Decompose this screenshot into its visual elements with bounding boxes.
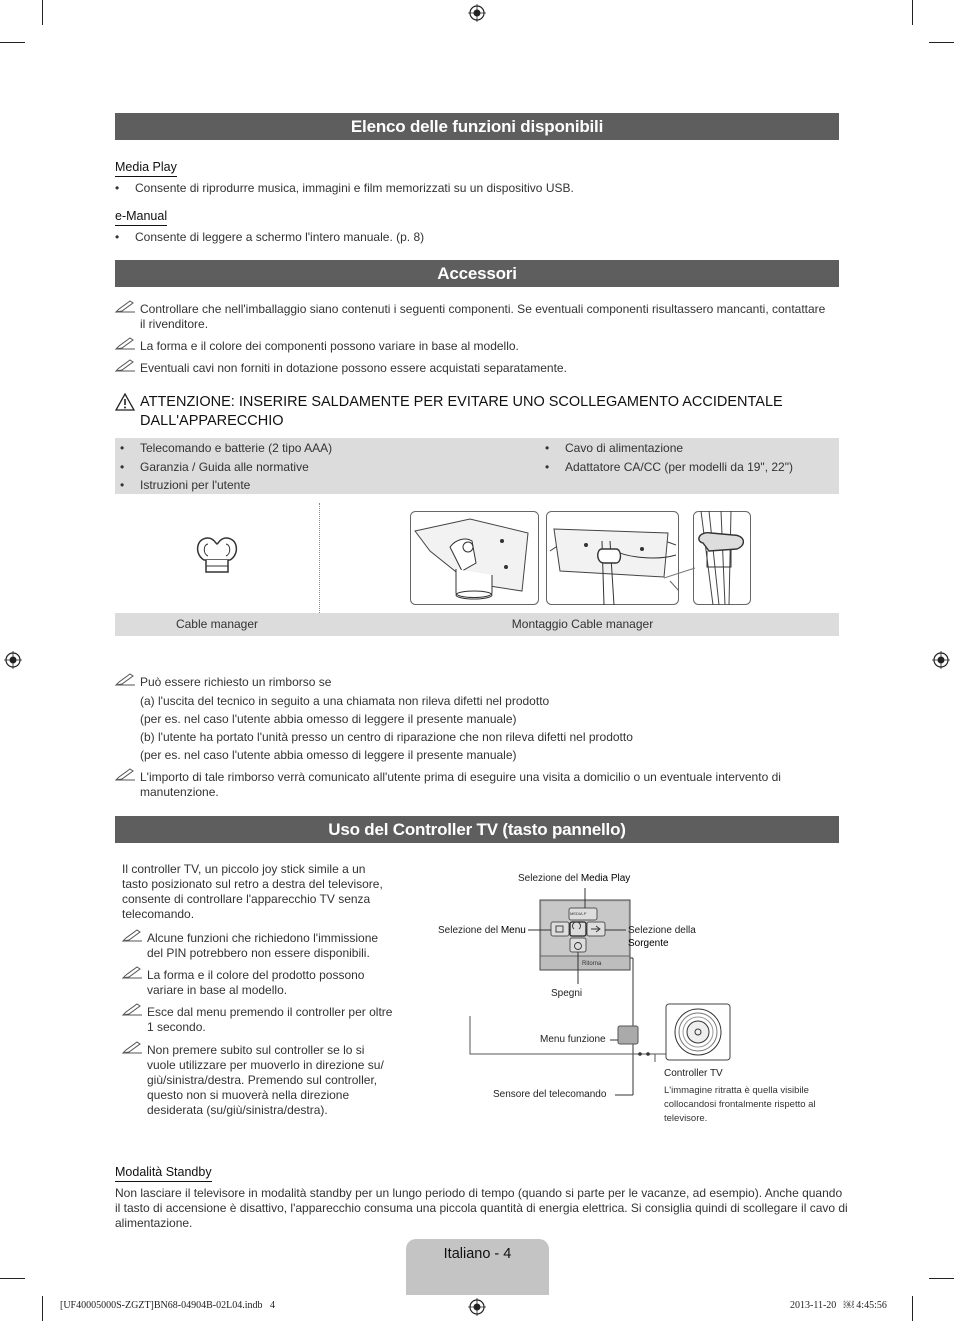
note-pencil-icon bbox=[122, 1003, 144, 1017]
refund-note: L'importo di tale rimborso verrà comunicato all'utente prima di eseguire una visita a domicilio o un eventuale intervento di bbox=[140, 770, 781, 784]
label-menu bbox=[438, 924, 526, 937]
section-title-controller: Uso del Controller TV (tasto pannello) bbox=[115, 816, 839, 843]
refund-line: (per es. nel caso l'utente abbia omesso di leggere il presente manuale) bbox=[140, 748, 517, 762]
label-prefix: Selezione del bbox=[438, 925, 501, 936]
accessory-item: Telecomando e batterie (2 tipo AAA) bbox=[140, 441, 333, 455]
label-prefix: Selezione del bbox=[518, 873, 581, 884]
note-pencil-icon bbox=[115, 359, 137, 373]
label-media-p: MEDIA.P bbox=[570, 911, 587, 916]
note-line: questo non si muoverà nella direzione bbox=[147, 1088, 350, 1102]
mount-caption: Montaggio Cable manager bbox=[511, 617, 654, 631]
label-media-play bbox=[518, 872, 630, 885]
refund-line: (b) l'utente ha portato l'unità presso un centro di riparazione che non rileva difetti nel prodotto bbox=[140, 730, 633, 744]
divider bbox=[319, 503, 320, 613]
paragraph-line: alimentazione. bbox=[115, 1216, 193, 1230]
note-line: La forma e il colore del prodotto possono bbox=[147, 968, 365, 982]
crop-mark bbox=[929, 42, 954, 43]
label-source bbox=[628, 924, 696, 950]
accessory-item: Adattatore CA/CC (per modelli da 19", 22") bbox=[565, 460, 793, 474]
caption-line: televisore. bbox=[664, 1113, 708, 1124]
refund-intro: Può essere richiesto un rimborso se bbox=[140, 675, 332, 689]
registration-mark-icon bbox=[468, 4, 486, 22]
note-pencil-icon bbox=[122, 929, 144, 943]
emanual-heading: e-Manual bbox=[115, 209, 167, 226]
crop-mark bbox=[912, 1296, 913, 1321]
cable-manager-detail-image bbox=[693, 511, 751, 605]
cable-manager-mount-step1-image bbox=[410, 511, 539, 605]
intro-line: tasto posizionato sul retro a destra del televisore, bbox=[122, 877, 383, 891]
label-spegni: Spegni bbox=[551, 988, 583, 999]
intro-line: telecomando. bbox=[122, 907, 195, 921]
note-line: Alcune funzioni che richiedono l'immissione bbox=[147, 931, 379, 945]
note-pencil-icon bbox=[115, 673, 137, 687]
refund-line: (per es. nel caso l'utente abbia omesso di leggere il presente manuale) bbox=[140, 712, 517, 726]
section-title-features: Elenco delle funzioni disponibili bbox=[115, 113, 839, 140]
note-pencil-icon bbox=[115, 768, 137, 782]
note-line: 1 secondo. bbox=[147, 1020, 206, 1034]
note-pencil-icon bbox=[115, 337, 137, 351]
label-bold: Media Play bbox=[580, 873, 631, 884]
note-line: desiderata (su/giù/sinistra/destra). bbox=[147, 1103, 328, 1117]
note-text: Controllare che nell'imballaggio siano contenuti i seguenti componenti. Se eventuali componenti risultassero mancanti, contattare bbox=[140, 302, 826, 316]
refund-note: manutenzione. bbox=[140, 785, 219, 799]
label-controller-tv: Controller TV bbox=[664, 1068, 723, 1079]
note-line: del PIN potrebbero non essere disponibili. bbox=[147, 946, 370, 960]
caption-line: L'immagine ritratta è quella visibile bbox=[664, 1085, 809, 1096]
label-bold: Menu bbox=[500, 925, 526, 936]
accessory-item: Cavo di alimentazione bbox=[565, 441, 684, 455]
crop-mark bbox=[42, 1296, 43, 1321]
paragraph-line: il tasto di accensione è disattivo, l'apparecchio consuma una piccola quantità di energia elettrica. Si consiglia quindi di scollegare il cavo di bbox=[115, 1201, 848, 1215]
controller-note bbox=[147, 1005, 392, 1035]
crop-mark bbox=[0, 42, 25, 43]
label-menu-funzione: Menu funzione bbox=[540, 1034, 606, 1045]
crop-mark bbox=[0, 1278, 25, 1279]
warning-line: DALL'APPARECCHIO bbox=[140, 413, 284, 429]
note-text: il rivenditore. bbox=[140, 317, 209, 331]
warning-text bbox=[140, 393, 783, 431]
emanual-description: Consente di leggere a schermo l'intero manuale. (p. 8) bbox=[135, 230, 425, 244]
controller-intro bbox=[122, 862, 383, 922]
registration-mark-icon bbox=[468, 1298, 486, 1316]
controller-note bbox=[147, 968, 364, 998]
note-line: vuole utilizzare per muoverlo in direzione su/ bbox=[147, 1058, 384, 1072]
label-line: Selezione della bbox=[628, 925, 696, 936]
media-play-heading: Media Play bbox=[115, 160, 177, 177]
media-play-description: Consente di riprodurre musica, immagini e film memorizzati su un dispositivo USB. bbox=[135, 181, 574, 195]
diagram-caption bbox=[664, 1084, 816, 1126]
registration-mark-icon bbox=[4, 651, 22, 669]
callout-line bbox=[664, 567, 696, 579]
controller-note bbox=[147, 1043, 384, 1118]
page-number: Italiano - 4 bbox=[443, 1246, 512, 1262]
cable-manager-mount-step2-image bbox=[546, 511, 679, 605]
note-pencil-icon bbox=[122, 1041, 144, 1055]
standby-text bbox=[115, 1186, 848, 1231]
crop-mark bbox=[42, 0, 43, 25]
note-line: variare in base al modello. bbox=[147, 983, 288, 997]
cable-manager-icon bbox=[192, 530, 242, 582]
cable-manager-caption: Cable manager bbox=[175, 617, 259, 631]
note-line: giù/sinistra/destra. Premendo sul controller, bbox=[147, 1073, 378, 1087]
note-text: Eventuali cavi non forniti in dotazione possono essere acquistati separatamente. bbox=[140, 361, 567, 375]
label-sensore: Sensore del telecomando bbox=[493, 1089, 607, 1100]
accessory-item: Istruzioni per l'utente bbox=[140, 478, 251, 492]
print-timestamp: 2013-11-20 ￼ 4:45:56 bbox=[790, 1300, 887, 1311]
crop-mark bbox=[912, 0, 913, 25]
intro-line: consente di controllare l'apparecchio TV senza bbox=[122, 892, 371, 906]
section-title-accessories: Accessori bbox=[115, 260, 839, 287]
crop-mark bbox=[929, 1278, 954, 1279]
note-pencil-icon bbox=[115, 300, 137, 314]
note-line: Esce dal menu premendo il controller per oltre bbox=[147, 1005, 393, 1019]
note-text: La forma e il colore dei componenti possono variare in base al modello. bbox=[140, 339, 519, 353]
intro-line: Il controller TV, un piccolo joy stick simile a un bbox=[122, 862, 366, 876]
note-line: Non premere subito sul controller se lo si bbox=[147, 1043, 365, 1057]
file-info: [UF40005000S-ZGZT]BN68-04904B-02L04.indb 4 bbox=[60, 1300, 275, 1311]
note-pencil-icon bbox=[122, 966, 144, 980]
warning-triangle-icon bbox=[115, 393, 135, 411]
label-ritorna: Ritorna bbox=[582, 961, 602, 967]
label-bold: Sorgente bbox=[628, 938, 669, 949]
accessory-item: Garanzia / Guida alle normative bbox=[140, 460, 309, 474]
refund-line: (a) l'uscita del tecnico in seguito a una chiamata non rileva difetti nel prodotto bbox=[140, 694, 550, 708]
paragraph-line: Non lasciare il televisore in modalità standby per un lungo periodo di tempo (quando si parte per le vacanze, ad esempio). Anche quando bbox=[115, 1186, 843, 1200]
caption-line: collocandosi frontalmente rispetto al bbox=[664, 1099, 816, 1110]
controller-note bbox=[147, 931, 378, 961]
registration-mark-icon bbox=[932, 651, 950, 669]
standby-heading: Modalità Standby bbox=[115, 1165, 212, 1182]
warning-line: ATTENZIONE: INSERIRE SALDAMENTE PER EVITARE UNO SCOLLEGAMENTO ACCIDENTALE bbox=[140, 394, 783, 410]
